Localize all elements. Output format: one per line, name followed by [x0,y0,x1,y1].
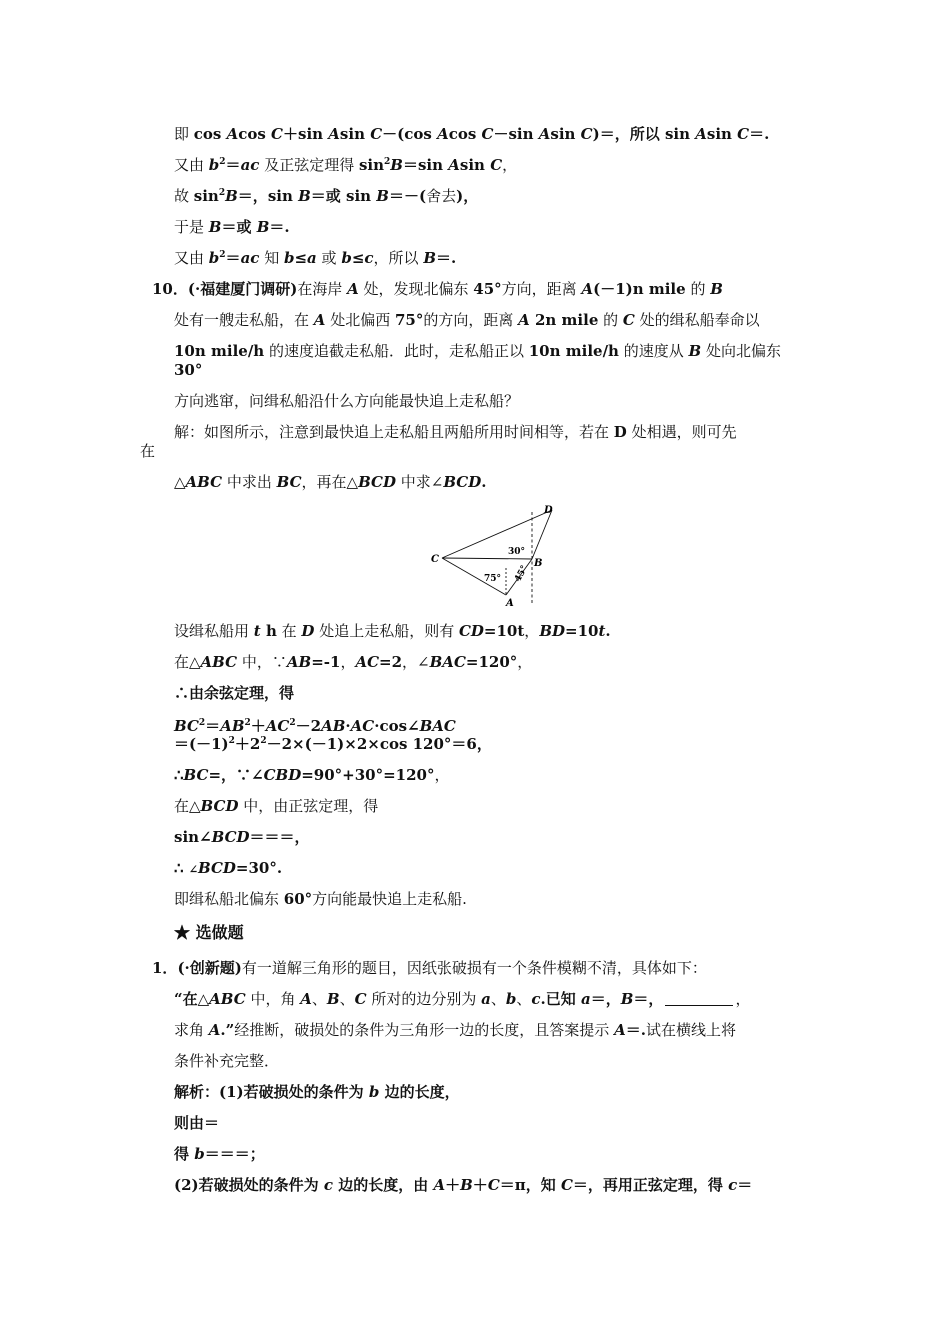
text-line: 处有一艘走私船，在 A 处北偏西 75°的方向，距离 A 2n mile 的 C 处的缉私船奉命以 [174,311,760,329]
text-line: sin∠BCD＝＝＝， [174,828,310,846]
problem-10-line: 10．(·福建厦门调研)在海岸 A 处，发现北偏东 45°方向，距离 A(－1)n mile 的 B [152,280,723,298]
text-line: 10n mile/h 的速度追截走私船．此时，走私船正以 10n mile/h 的速度从 B 处向北偏东 [174,342,781,360]
label-angle-75: 75° [484,574,502,584]
label-angle-45: 45° [513,564,531,584]
problem-source: 福建厦门调研 [200,280,291,298]
text-line: 即缉私船北偏东 60°方向能最快追上走私船. [174,890,467,908]
text-line: 条件补充完整． [174,1052,280,1070]
text-line: 即 cos Acos C＋sin Asin C－(cos Acos C－sin Asin C)＝，所以 sin Asin C＝. [174,125,770,143]
label-c: C [431,554,439,565]
segment-cb [442,558,532,559]
text-line: $BC^2=AB^2+AC^2-2AB\cdot AC\cdot\cos\angle BAC$ [174,717,456,735]
text-line: “在△ABC 中，角 A、B、C 所对的边分别为 a、b、c.已知 a＝，B＝， ， [174,990,751,1008]
answer-line: 则由＝ [174,1114,220,1132]
text-line: 方向逃窜，问缉私船沿什么方向能最快追上走私船？ [174,392,520,410]
problem-number: 10． [152,280,188,298]
text-line: ∴ ∠BCD=30°. [174,859,283,877]
question-1-line: 1．(·创新题)有一道解三角形的题目，因纸张破损有一个条件模糊不清，具体如下： [152,959,707,977]
label-d: D [544,505,553,516]
answer-line: 得 b＝＝＝； [174,1145,265,1163]
question-number: 1． [152,959,178,977]
answer-line: 解析：(1)若破损处的条件为 b 边的长度， [174,1083,460,1101]
blank-line [665,991,733,1006]
triangle-diagram [420,500,580,612]
text-line: △ABC 中求出 BC，再在△BCD 中求∠BCD. [174,473,487,491]
label-a: A [506,598,514,609]
star-icon: ★ [174,923,191,942]
section-heading [174,923,244,943]
text-line: 故 $\sin^2B=$，sin B＝或 sin B＝－(舍去)， [174,187,479,205]
answer-line: (2)若破损处的条件为 c 边的长度，由 A＋B＋C＝π，知 C＝，再用正弦定理，得 c＝ [174,1176,753,1194]
text-line: 又由 $b^2=ac$ 及正弦定理得 $\sin^2B=\sin$ Asin C， [174,156,518,174]
text-line: 30° [174,361,203,379]
text-line: ∴BC=，∵∠CBD=90°+30°=120°， [174,766,450,784]
text-line: 解：如图所示，注意到最快追上走私船且两船所用时间相等，若在 D 处相遇，则可先 [174,423,737,441]
text-line: ∴由余弦定理，得 [174,684,295,702]
text-line: 在△ABC 中，∵AB=-1，AC=2，∠BAC=120°， [174,653,533,671]
question-source: 创新题 [189,959,235,977]
label-b: B [534,558,543,569]
text-line: $=(-1)^2+2^2-2\times(-1)\times 2\times\cos$ 120°＝6， [174,735,492,753]
text-line: 又由 $b^2=ac$ 知 b≤a 或 b≤c，所以 B＝. [174,249,457,267]
text-line: 在△BCD 中，由正弦定理，得 [174,797,379,815]
text-line: 于是 B＝或 B＝. [174,218,290,236]
label-angle-30: 30° [508,547,526,557]
text-line: 求角 A.”经推断，破损处的条件为三角形一边的长度，且答案提示 A＝.试在横线上将 [174,1021,736,1039]
text-line: 设缉私船用 t h 在 D 处追上走私船，则有 CD=10t，BD=10t. [174,622,611,640]
text-line: 在 [140,442,156,460]
section-title: 选做题 [195,923,244,942]
